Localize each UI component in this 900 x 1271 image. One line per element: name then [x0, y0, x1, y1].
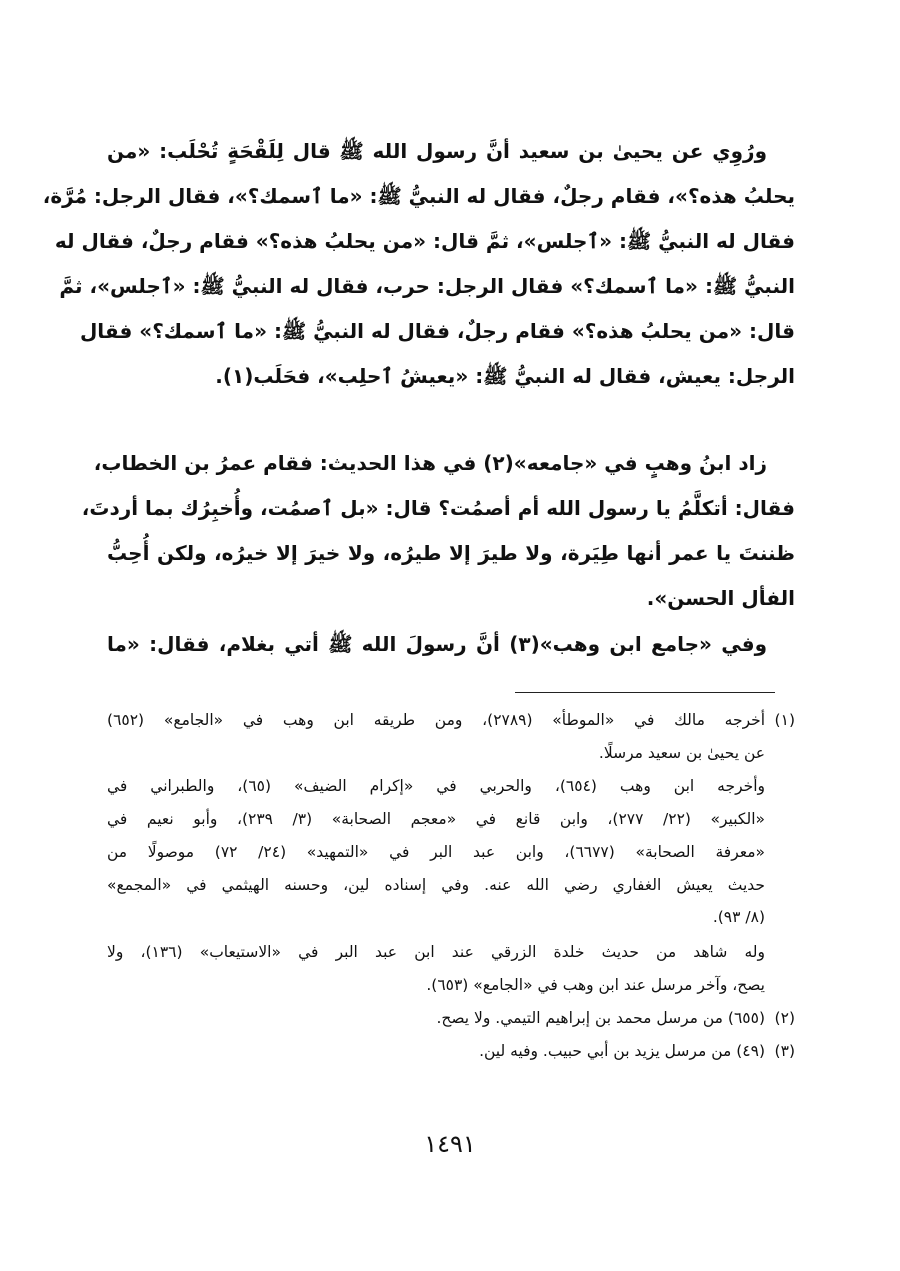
- footnote-line: «الكبير» (٢٢/ ٢٧٧)، وابن قانع في «معجم الصحابة» (٣/ ٢٣٩)، وأبو نعيم في: [107, 810, 765, 828]
- text-line: ظننتَ يا عمر أنها طِيَرة، ولا طيرَ إلا طيرُه، ولا خيرَ إلا خيرُه، ولكن أُحِبُّ: [107, 541, 795, 565]
- footnote-line: وله شاهد من حديث خلدة الزرقي عند ابن عبد البر في «الاستيعاب» (١٣٦)، ولا: [107, 943, 765, 961]
- text-line: يحلبُ هذه؟»، فقام رجلٌ، فقال له النبيُّ ﷺ: «ما ٱسمك؟»، فقال الرجل: مُرَّة،: [42, 184, 795, 208]
- footnote-line: «معرفة الصحابة» (٦٦٧٧)، وابن عبد البر في «التمهيد» (٢٤/ ٧٢) موصولًا من: [107, 843, 766, 861]
- footnote-line: أخرجه مالك في «الموطأ» (٢٧٨٩)، ومن طريقه ابن وهب في «الجامع» (٦٥٢): [107, 711, 766, 729]
- footnote-line: (٤٩) من مرسل يزيد بن أبي حبيب. وفيه لين.: [479, 1042, 765, 1060]
- footnote-separator: [515, 692, 775, 693]
- footnote-line: حديث يعيش الغفاري رضي الله عنه. وفي إسناده لين، وحسنه الهيثمي في «المجمع»: [107, 876, 765, 894]
- footnote-number: (١): [774, 711, 795, 729]
- text-line: فقال له النبيُّ ﷺ: «ٱجلس»، ثمَّ قال: «من يحلبُ هذه؟» فقام رجلٌ، فقال له: [54, 229, 795, 253]
- footnote-number: (٣): [774, 1042, 795, 1060]
- footnote-line: يصح، وآخر مرسل عند ابن وهب في «الجامع» (٦٥٣).: [426, 976, 765, 994]
- text-line: ورُوِي عن يحيىٰ بن سعيد أنَّ رسول الله ﷺ قال لِلَقْحَةٍ تُحْلَب: «من: [107, 139, 767, 163]
- text-line: قال: «من يحلبُ هذه؟» فقام رجلٌ، فقال له النبيُّ ﷺ: «ما ٱسمك؟» فقال: [79, 319, 795, 343]
- footnote-line: وأخرجه ابن وهب (٦٥٤)، والحربي في «إكرام الضيف» (٦٥)، والطبراني في: [107, 777, 765, 795]
- text-line: النبيُّ ﷺ: «ما ٱسمك؟» فقال الرجل: حرب، فقال له النبيُّ ﷺ: «ٱجلس»، ثمَّ: [59, 274, 795, 298]
- text-line: فقال: أتكلَّمُ يا رسول الله أم أصمُت؟ قال: «بل ٱصمُت، وأُخبِرُك بما أردتَ،: [81, 496, 795, 520]
- text-line: وفي «جامع ابن وهب»(٣) أنَّ رسولَ الله ﷺ أتي بغلام، فقال: «ما: [107, 632, 767, 656]
- text-line: زاد ابنُ وهبٍ في «جامعه»(٢) في هذا الحديث: فقام عمرُ بن الخطاب،: [93, 451, 767, 475]
- footnote-line: (٨/ ٩٣).: [712, 908, 765, 926]
- footnote-number: (٢): [774, 1009, 795, 1027]
- footnote-line: عن يحيىٰ بن سعيد مرسلًا.: [598, 744, 765, 762]
- footnote-line: (٦٥٥) من مرسل محمد بن إبراهيم التيمي. ولا يصح.: [436, 1009, 765, 1027]
- page-number: ١٤٩١: [424, 1130, 476, 1158]
- text-line: الفأل الحسن».: [646, 586, 795, 610]
- text-line: الرجل: يعيش، فقال له النبيُّ ﷺ: «يعيشُ ٱحلِب»، فحَلَب(١).: [215, 364, 795, 388]
